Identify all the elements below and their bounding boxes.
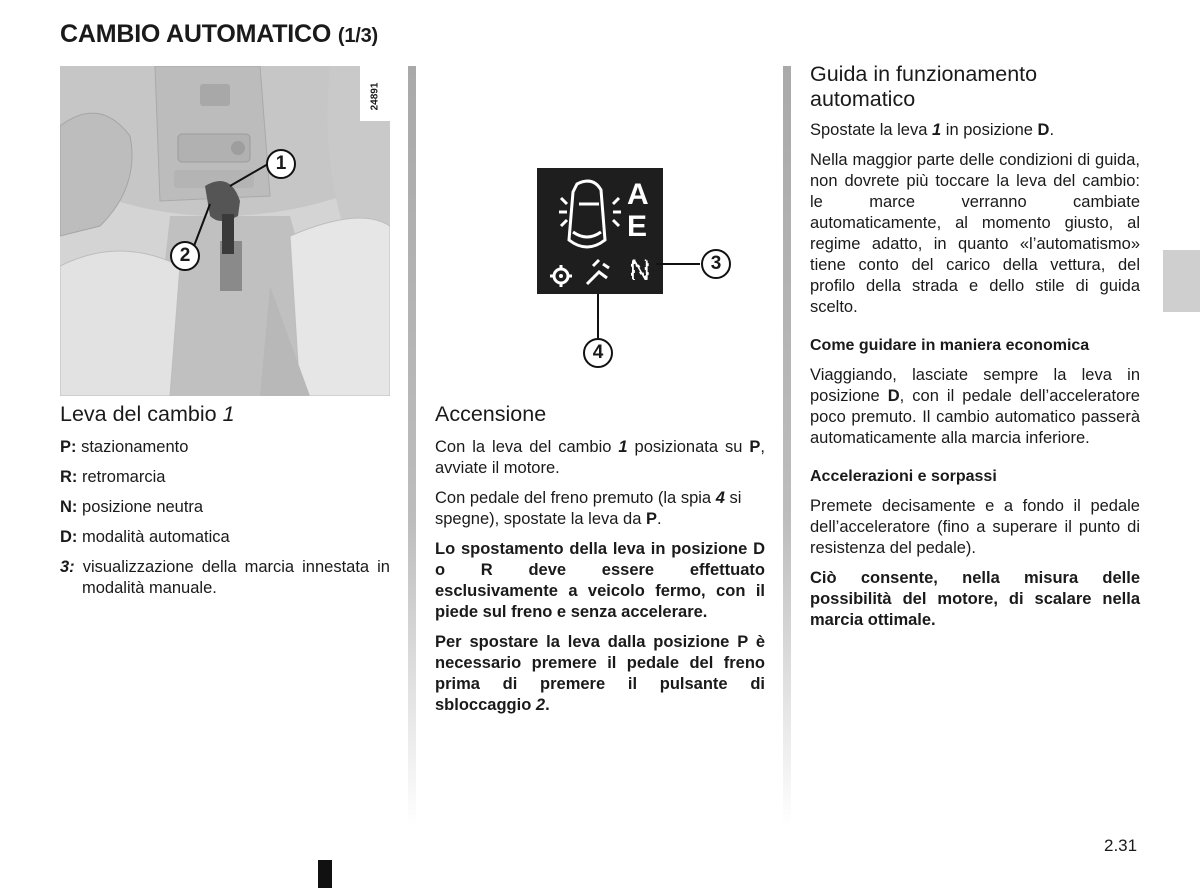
item-key: P: <box>60 438 77 456</box>
item-key: 3: <box>60 558 75 576</box>
auto-heading: Guida in funzionamento automatico <box>810 62 1038 111</box>
auto-paragraph-2: Nella maggior parte delle condizioni di guida, non dovrete più toccare la leva del cambio: le marce verranno cambiate automaticamente, al momento giusto, al regime adatto, in quanto «l’automatismo» tiene conto del carico della vettura, del profilo della strada e dello stile di guida scelto. <box>810 151 1140 316</box>
display-letter-e: E <box>627 210 648 243</box>
section-tab <box>1163 250 1200 312</box>
overtaking-subheading: Accelerazioni e sorpassi <box>810 468 997 485</box>
warning-paragraph-2: Per spostare la leva dalla posizione P è necessario premere il pedale del freno prima di premere il pulsante di sbloccaggio 2. <box>435 633 765 714</box>
start-paragraph-2: Con pedale del freno premuto (la spia 4 si spegne), spostate la leva da P. <box>435 489 742 528</box>
list-item <box>60 527 390 548</box>
start-heading: Accensione <box>435 402 547 426</box>
list-item <box>60 467 390 488</box>
column-auto-drive <box>810 62 1140 640</box>
list-item <box>60 497 390 518</box>
column-start <box>435 402 765 725</box>
overtaking-note: Ciò consente, nella misura delle possibilità del motore, di scalare nella marcia ottimale. <box>810 569 1140 629</box>
display-letter-a: A <box>627 178 649 211</box>
item-text: retromarcia <box>82 468 166 486</box>
item-text: posizione neutra <box>82 498 204 516</box>
item-key: D: <box>60 528 78 546</box>
photo-ref-code: 24891 <box>369 82 381 110</box>
list-item <box>60 437 390 458</box>
lever-heading-text: Leva del cambio <box>60 402 217 426</box>
column-lever <box>60 402 390 608</box>
lever-heading <box>60 402 390 427</box>
column-divider-2 <box>783 66 791 826</box>
start-paragraph-1: Con la leva del cambio 1 posizionata su P, avviate il motore. <box>435 438 765 477</box>
item-text: visualizzazione della marcia innestata in modalità manuale. <box>82 558 390 597</box>
auto-paragraph-1: Spostate la leva 1 in posizione D. <box>810 121 1055 139</box>
callout-1: 1 <box>266 149 296 179</box>
title-text: CAMBIO AUTOMATICO <box>60 20 332 48</box>
item-key: N: <box>60 498 78 516</box>
car-icon <box>569 181 605 247</box>
overtaking-paragraph: Premete decisamente e a fondo il pedale dell’acceleratore (fino a superare il punto di resistenza del pedale). <box>810 497 1140 557</box>
item-text: stazionamento <box>81 438 189 456</box>
item-key: R: <box>60 468 78 486</box>
item-text: modalità automatica <box>82 528 230 546</box>
title-part: (1/3) <box>337 25 378 47</box>
column-divider-1 <box>408 66 416 826</box>
callout-4: 4 <box>583 338 613 368</box>
gear-lever-photo <box>60 66 390 396</box>
list-item <box>60 557 390 599</box>
display-callout-lines <box>596 260 706 350</box>
economy-paragraph: Viaggiando, lasciate sempre la leva in posizione D, con il pedale dell’acceleratore poco premuto. Il cambio automatico passerà automaticamente alla marcia inferiore. <box>810 366 1140 447</box>
callout-2: 2 <box>170 241 200 271</box>
page-number: 2.31 <box>1104 836 1138 855</box>
callout-3: 3 <box>701 249 731 279</box>
economy-subheading: Come guidare in maniera economica <box>810 337 1090 354</box>
warning-paragraph-1: Lo spostamento della leva in posizione D o R deve essere effettuato esclusivamente a veicolo fermo, con il piede sul freno e senza accelerare. <box>435 540 765 621</box>
lever-heading-num: 1 <box>222 402 235 426</box>
crop-mark <box>318 860 332 888</box>
gear-icon <box>550 265 572 287</box>
display-letter-n: N <box>629 254 651 287</box>
page-title <box>60 20 378 49</box>
